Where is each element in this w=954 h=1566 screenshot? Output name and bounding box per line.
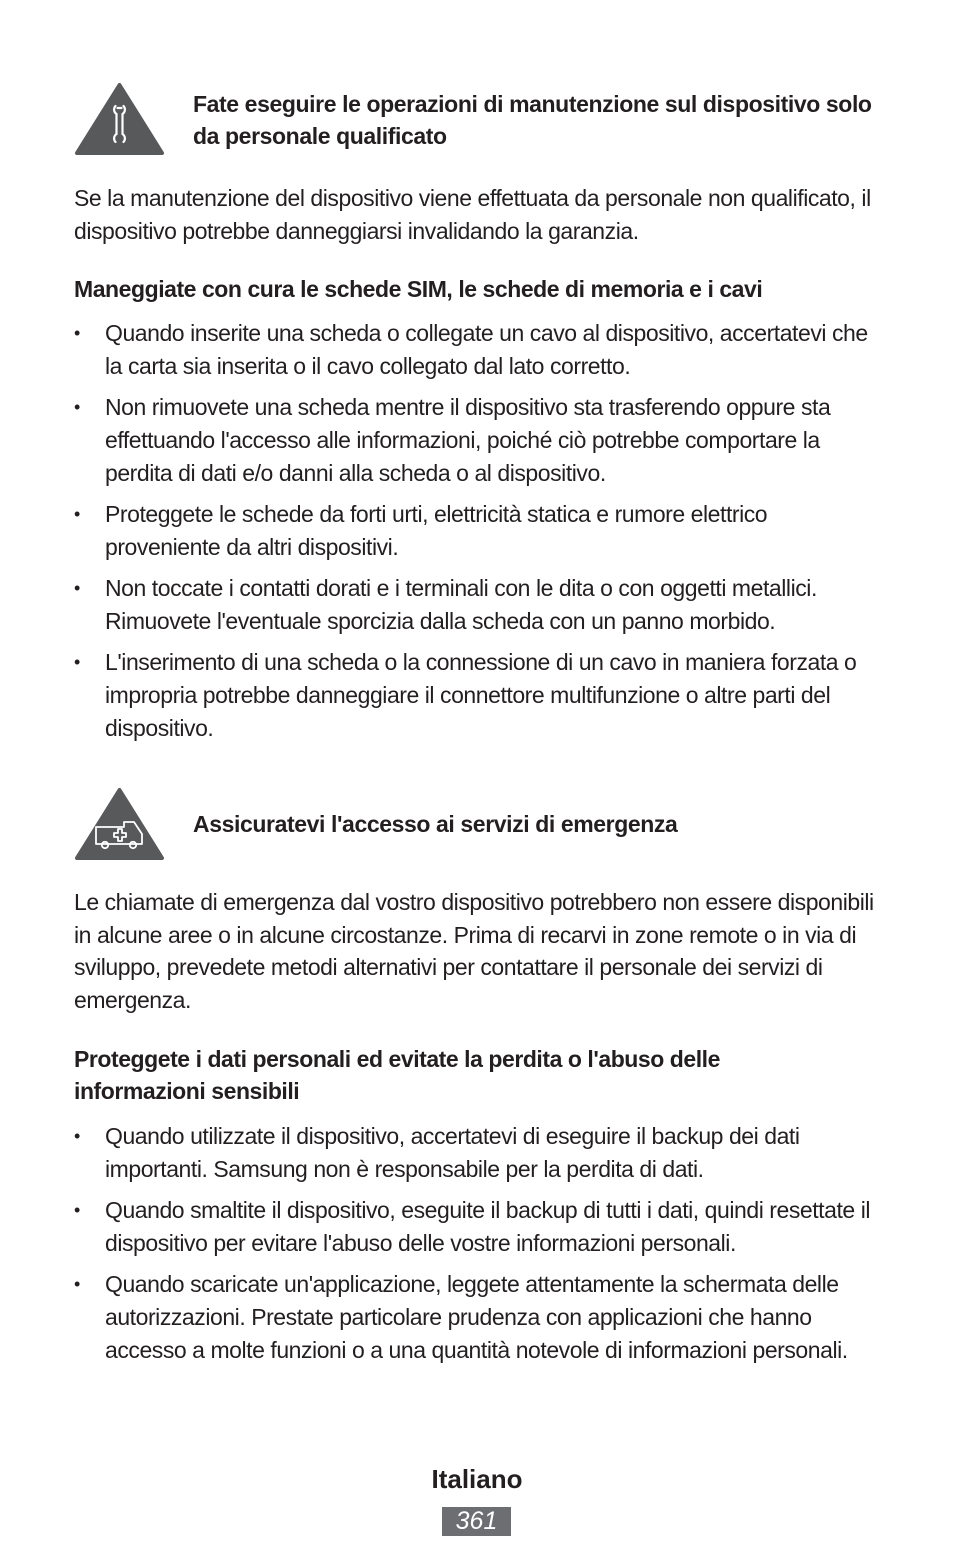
bullet-dot: • bbox=[74, 652, 80, 672]
bullet-dot: • bbox=[74, 1274, 80, 1294]
list-item-text: Quando smaltite il dispositivo, eseguite il backup di tutti i dati, quindi resettate il dispositivo per evitare l'abuso delle vostre informazioni personali. bbox=[105, 1197, 871, 1256]
bullet-dot: • bbox=[74, 1200, 80, 1220]
bullet-dot: • bbox=[74, 397, 80, 417]
bullet-dot: • bbox=[74, 323, 80, 343]
maintenance-body: Se la manutenzione del dispositivo viene effettuata da personale non qualificato, il dispositivo potrebbe danneggiarsi invalidando la garanzia. bbox=[74, 185, 871, 244]
list-item bbox=[74, 572, 884, 638]
page-number-badge: 361 bbox=[442, 1507, 511, 1536]
bullet-dot: • bbox=[74, 1126, 80, 1146]
list-item-text: Non rimuovete una scheda mentre il dispositivo sta trasferendo oppure sta effettuando l'accesso alle informazioni, poiché ciò potrebbe comportare la perdita di dati e/o danni alla scheda o al dispositivo. bbox=[105, 394, 831, 486]
list-item bbox=[74, 1194, 884, 1260]
emergency-body: Le chiamate di emergenza dal vostro dispositivo potrebbero non essere disponibili in alcune aree o in alcune circostanze. Prima di recarvi in zone remote o in via di sviluppo, prevedete metodi alternativi per contattare il personale dei servizi di emergenza. bbox=[74, 889, 874, 1013]
cards-cables-heading: Maneggiate con cura le schede SIM, le schede di memoria e i cavi bbox=[74, 276, 763, 302]
list-item-text: Quando scaricate un'applicazione, leggete attentamente la schermata delle autorizzazioni. Prestate particolare prudenza con applicazioni che hanno accesso a molte funzioni o a una quantità notevole di informazioni personali. bbox=[105, 1271, 848, 1363]
list-item bbox=[74, 646, 884, 745]
maintenance-title: Fate eseguire le operazioni di manutenzione sul dispositivo solo da personale qualificato bbox=[193, 91, 872, 149]
list-item bbox=[74, 498, 884, 564]
list-item bbox=[74, 1268, 884, 1367]
footer-language: Italiano bbox=[431, 1464, 523, 1494]
bullet-dot: • bbox=[74, 504, 80, 524]
list-item bbox=[74, 317, 884, 383]
wrench-warning-icon bbox=[74, 82, 165, 156]
personal-data-heading: Proteggete i dati personali ed evitate la perdita o l'abuso delle informazioni sensibili bbox=[74, 1046, 720, 1104]
list-item bbox=[74, 391, 884, 490]
personal-data-list bbox=[74, 1120, 884, 1375]
bullet-dot: • bbox=[74, 578, 80, 598]
list-item-text: Proteggete le schede da forti urti, elettricità statica e rumore elettrico proveniente da altri dispositivi. bbox=[105, 501, 768, 560]
maintenance-warning bbox=[74, 82, 884, 156]
list-item-text: Quando inserite una scheda o collegate un cavo al dispositivo, accertatevi che la carta sia inserita o il cavo collegato dal lato corretto. bbox=[105, 320, 868, 379]
list-item bbox=[74, 1120, 884, 1186]
list-item-text: Non toccate i contatti dorati e i terminali con le dita o con oggetti metallici. Rimuovete l'eventuale sporcizia dalla scheda con un panno morbido. bbox=[105, 575, 817, 634]
list-item-text: L'inserimento di una scheda o la connessione di un cavo in maniera forzata o impropria potrebbe danneggiare il connettore multifunzione o altre parti del dispositivo. bbox=[105, 649, 857, 741]
emergency-warning bbox=[74, 787, 884, 861]
ambulance-warning-icon bbox=[74, 787, 165, 861]
list-item-text: Quando utilizzate il dispositivo, accertatevi di eseguire il backup dei dati importanti. Samsung non è responsabile per la perdita di dati. bbox=[105, 1123, 800, 1182]
cards-cables-list bbox=[74, 317, 884, 753]
emergency-title: Assicuratevi l'accesso ai servizi di emergenza bbox=[193, 811, 678, 837]
